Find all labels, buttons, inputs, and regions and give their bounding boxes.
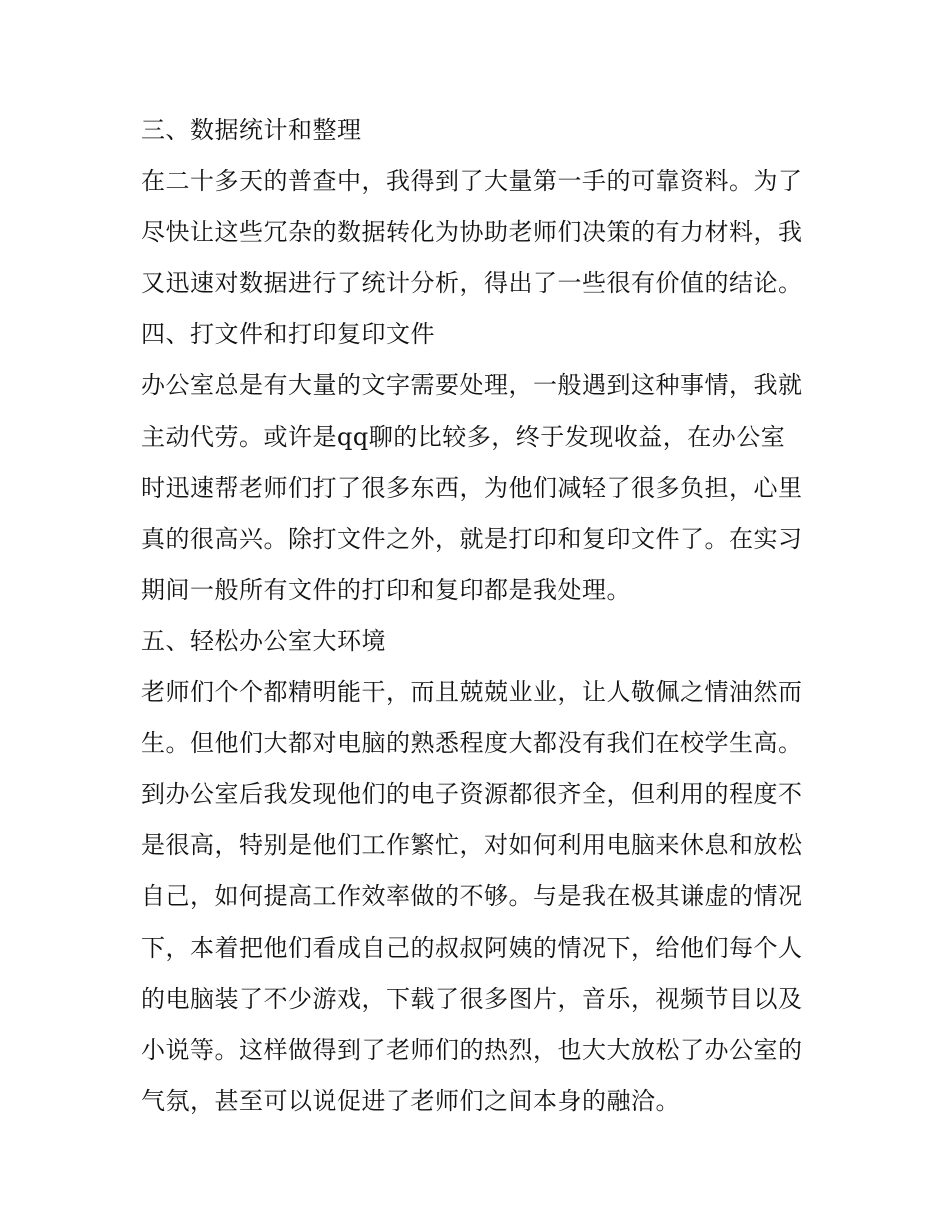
paragraph-line: 在二十多天的普查中，我得到了大量第一手的可靠资料。为了 [141, 167, 803, 196]
paragraph-line: 自己，如何提高工作效率做的不够。与是我在极其谦虚的情况 [141, 882, 803, 911]
section-heading: 五、轻松办公室大环境 [141, 626, 386, 655]
paragraph-line: 小说等。这样做得到了老师们的热烈，也大大放松了办公室的 [141, 1035, 803, 1064]
paragraph-line: 老师们个个都精明能干，而且兢兢业业，让人敬佩之情油然而 [141, 678, 803, 707]
paragraph-line: 真的很高兴。除打文件之外，就是打印和复印文件了。在实习 [141, 524, 803, 553]
paragraph-line: 时迅速帮老师们打了很多东西，为他们减轻了很多负担，心里 [141, 473, 803, 502]
paragraph-line: 办公室总是有大量的文字需要处理，一般遇到这种事情，我就 [141, 371, 803, 400]
paragraph-line: 主动代劳。或许是qq聊的比较多，终于发现收益，在办公室 [141, 422, 786, 451]
paragraph-line: 到办公室后我发现他们的电子资源都很齐全，但利用的程度不 [141, 780, 803, 809]
paragraph-line: 期间一般所有文件的打印和复印都是我处理。 [141, 575, 631, 604]
section-heading: 三、数据统计和整理 [141, 116, 362, 144]
paragraph-line: 的电脑装了不少游戏，下载了很多图片，音乐，视频节目以及 [141, 984, 803, 1013]
paragraph-line: 气氛，甚至可以说促进了老师们之间本身的融洽。 [141, 1086, 680, 1115]
paragraph-line: 尽快让这些冗杂的数据转化为协助老师们决策的有力材料，我 [141, 218, 803, 247]
paragraph-line: 又迅速对数据进行了统计分析，得出了一些很有价值的结论。 [141, 269, 803, 298]
paragraph-line: 下，本着把他们看成自己的叔叔阿姨的情况下，给他们每个人 [141, 933, 803, 962]
paragraph-line: 生。但他们大都对电脑的熟悉程度大都没有我们在校学生高。 [141, 729, 803, 758]
paragraph-line: 是很高，特别是他们工作繁忙，对如何利用电脑来休息和放松 [141, 831, 803, 860]
section-heading: 四、打文件和打印复印文件 [141, 320, 435, 349]
document-body [141, 105, 821, 1127]
